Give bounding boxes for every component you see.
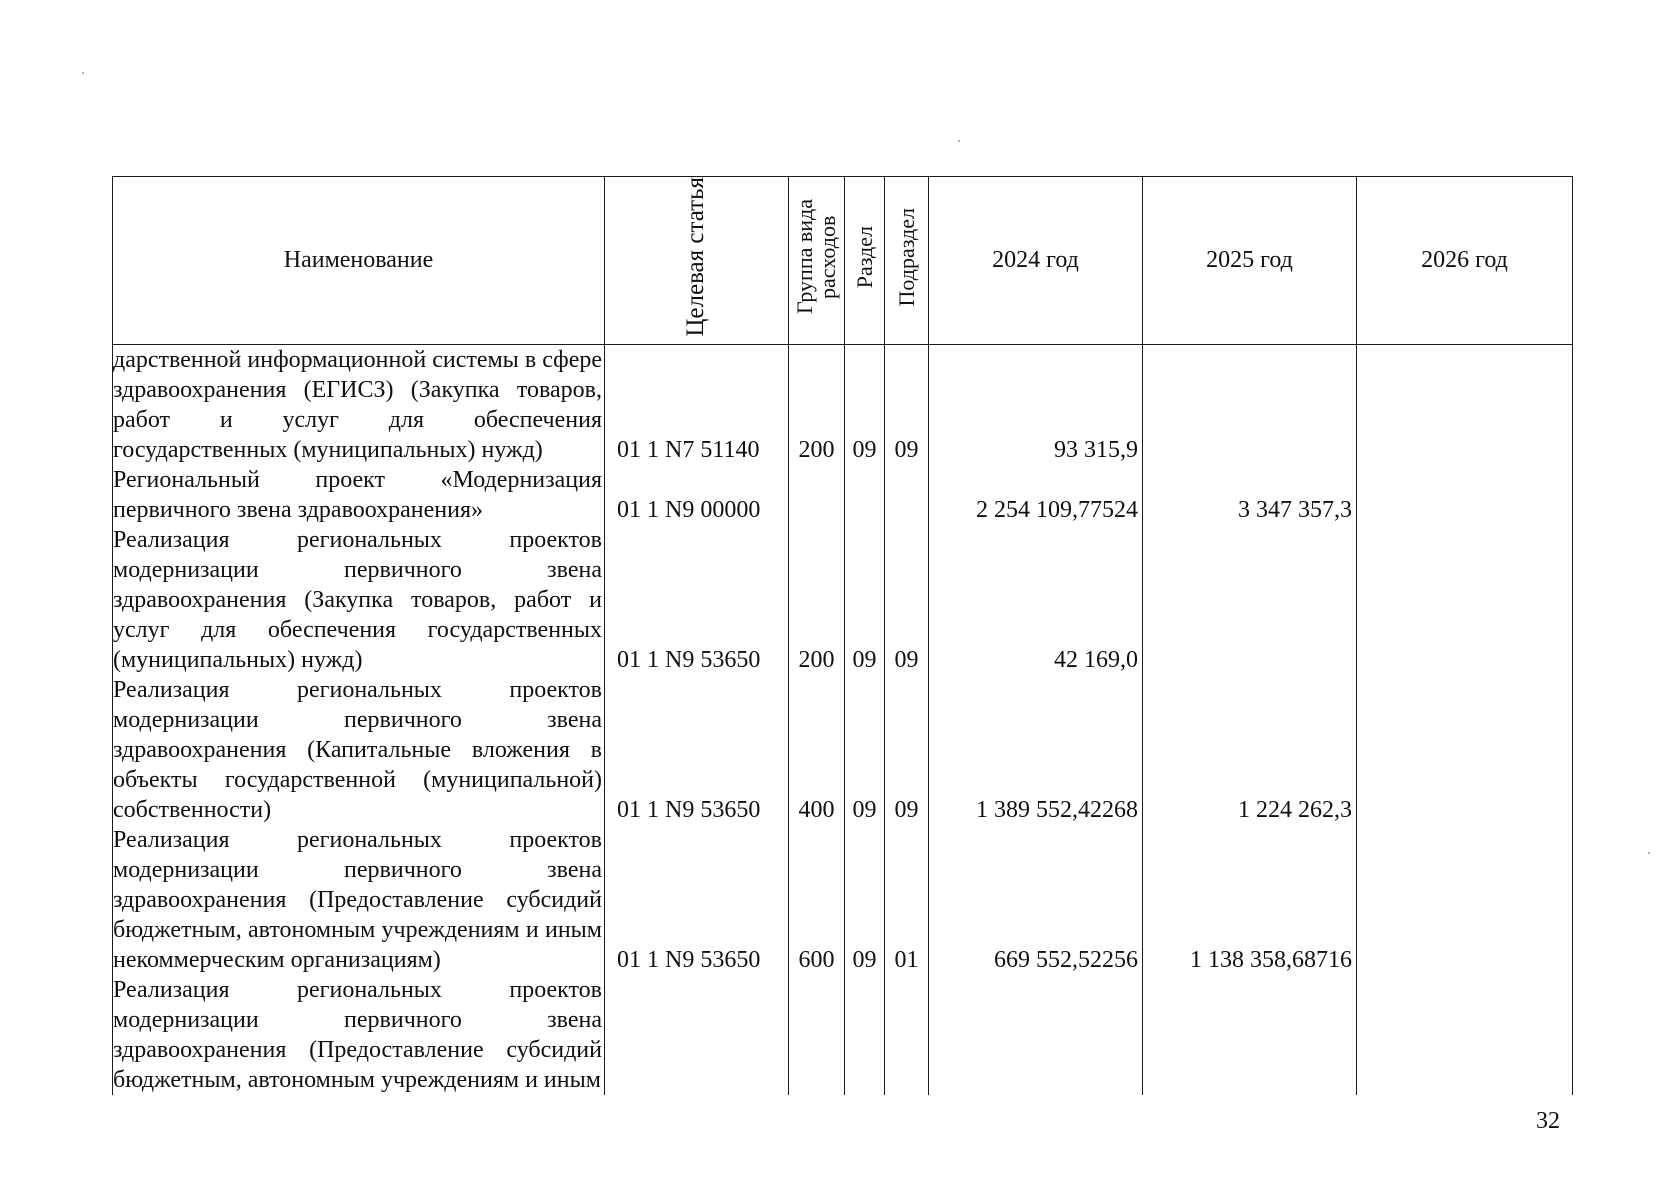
row-2024: 2 254 109,77524 (929, 465, 1143, 525)
row-2024 (929, 975, 1143, 1095)
row-code: 01 1 N9 53650 (605, 825, 789, 975)
row-subsection: 09 (885, 344, 929, 465)
row-code: 01 1 N9 53650 (605, 675, 789, 825)
row-code: 01 1 N9 53650 (605, 525, 789, 675)
row-section (845, 975, 885, 1095)
row-group (789, 465, 845, 525)
table-row (113, 465, 1573, 525)
row-2025 (1143, 525, 1357, 675)
row-2026 (1357, 465, 1573, 525)
row-name: дарственной информационной системы в сфере здравоохранения (ЕГИСЗ) (Закупка товаров, работ и услуг для обеспечения государственных (муниципальных) нужд) (113, 344, 605, 465)
row-group: 200 (789, 525, 845, 675)
table-row (113, 675, 1573, 825)
row-name: Реализация региональных проектов модернизации первичного звена здравоохранения (Капитальные вложения в объекты государственной (муниципальной) собственности) (113, 675, 605, 825)
row-2025 (1143, 975, 1357, 1095)
row-group (789, 975, 845, 1095)
row-2024: 93 315,9 (929, 344, 1143, 465)
row-subsection: 01 (885, 825, 929, 975)
row-2024: 1 389 552,42268 (929, 675, 1143, 825)
row-2024: 669 552,52256 (929, 825, 1143, 975)
row-2024: 42 169,0 (929, 525, 1143, 675)
row-section: 09 (845, 344, 885, 465)
header-2026: 2026 год (1357, 177, 1573, 345)
row-2026 (1357, 525, 1573, 675)
table-row (113, 525, 1573, 675)
row-section (845, 465, 885, 525)
row-group: 200 (789, 344, 845, 465)
row-group: 400 (789, 675, 845, 825)
row-group: 600 (789, 825, 845, 975)
row-section: 09 (845, 675, 885, 825)
row-2026 (1357, 975, 1573, 1095)
scan-speck (958, 140, 960, 142)
table-header-row (113, 177, 1573, 345)
row-subsection (885, 975, 929, 1095)
row-code: 01 1 N9 00000 (605, 465, 789, 525)
row-name: Реализация региональных проектов модернизации первичного звена здравоохранения (Предоставление субсидий бюджетным, автономным учреждениям и иным некоммерческим организациям) (113, 825, 605, 975)
row-2025: 1 138 358,68716 (1143, 825, 1357, 975)
header-2024: 2024 год (929, 177, 1143, 345)
row-code (605, 975, 789, 1095)
row-subsection: 09 (885, 525, 929, 675)
table-row (113, 975, 1573, 1095)
header-subsection: Подраздел (885, 177, 929, 345)
scan-speck (82, 72, 84, 74)
row-subsection: 09 (885, 675, 929, 825)
row-section: 09 (845, 525, 885, 675)
row-section: 09 (845, 825, 885, 975)
page-number: 32 (1536, 1108, 1560, 1134)
row-name: Реализация региональных проектов модернизации первичного звена здравоохранения (Закупка товаров, работ и услуг для обеспечения государственных (муниципальных) нужд) (113, 525, 605, 675)
row-2025 (1143, 344, 1357, 465)
row-subsection (885, 465, 929, 525)
row-2026 (1357, 825, 1573, 975)
row-2026 (1357, 675, 1573, 825)
table-row (113, 825, 1573, 975)
row-code: 01 1 N7 51140 (605, 344, 789, 465)
header-expense-group: Группа вида расходов (789, 177, 845, 345)
header-name: Наименование (113, 177, 605, 345)
scan-speck (1648, 852, 1650, 854)
header-2025: 2025 год (1143, 177, 1357, 345)
row-2025: 3 347 357,3 (1143, 465, 1357, 525)
row-2025: 1 224 262,3 (1143, 675, 1357, 825)
table-row (113, 344, 1573, 465)
header-target-article: Целевая статья (605, 177, 789, 345)
row-name: Региональный проект «Модернизация первичного звена здравоохранения» (113, 465, 605, 525)
row-name: Реализация региональных проектов модернизации первичного звена здравоохранения (Предоставление субсидий бюджетным, автономным учреждениям и иным (113, 975, 605, 1095)
budget-table (112, 176, 1573, 1095)
header-section: Раздел (845, 177, 885, 345)
row-2026 (1357, 344, 1573, 465)
